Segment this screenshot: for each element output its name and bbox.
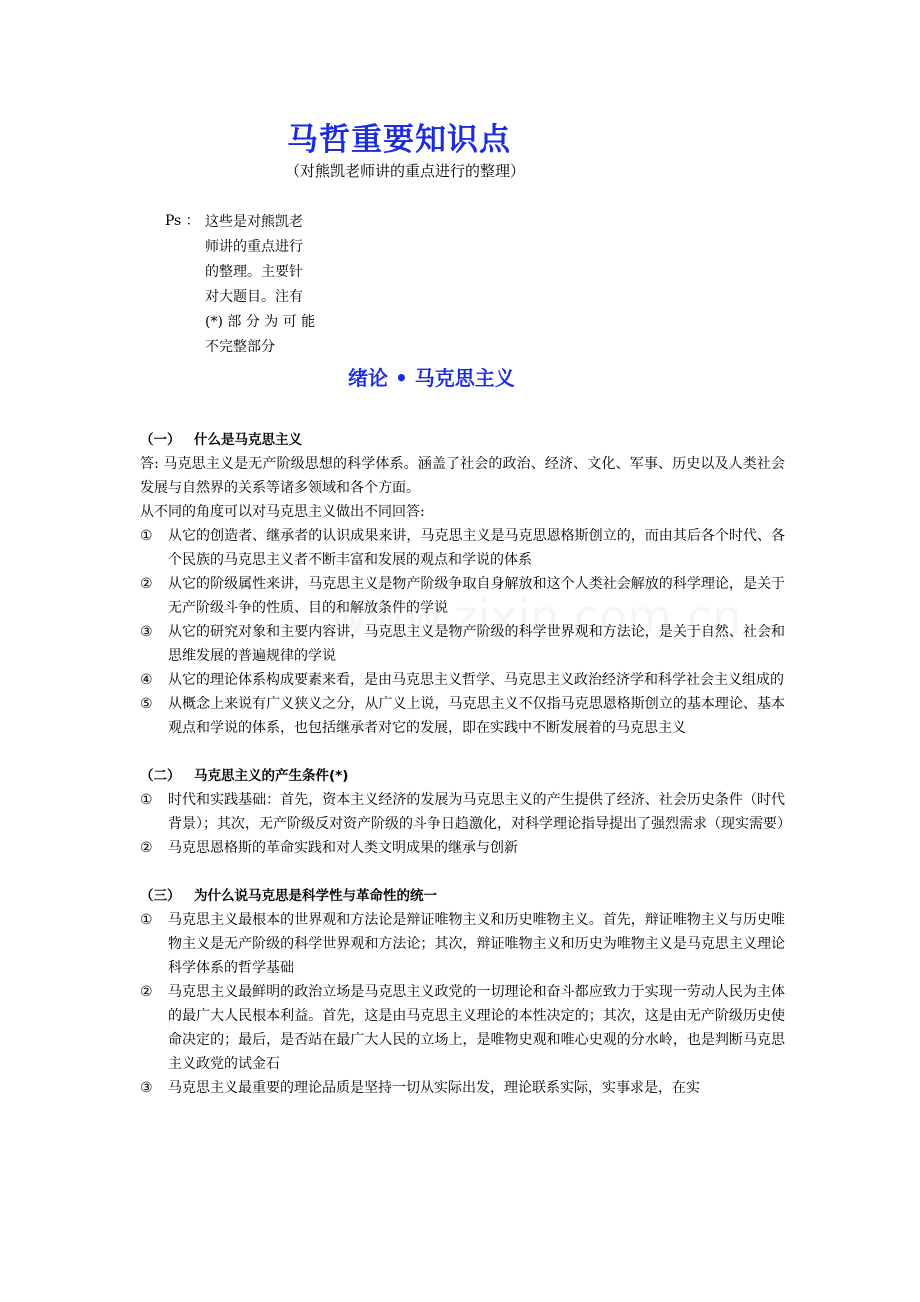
list-text: 从概念上来说有广义狭义之分，从广义上说，马克思主义不仅指马克思恩格斯创立的基本理论、基本观点和学说的体系，也包括继承者对它的发展，即在实践中不断发展着的马克思主义 bbox=[168, 696, 785, 736]
list-item bbox=[140, 620, 785, 668]
list-item bbox=[140, 572, 785, 620]
ps-line: 对大题目。注有 bbox=[205, 289, 303, 305]
ps-line: 的整理。主要针 bbox=[205, 264, 303, 280]
list-text: 马克思主义最鲜明的政治立场是马克思主义政党的一切理论和奋斗都应致力于实现一劳动人民为主体的最广大人民根本利益。首先，这是由马克思主义理论的本性决定的；其次，这是由无产阶级历史使命决定的；最后，是否站在最广大人民的立场上，是唯物史观和唯心史观的分水岭，也是判断马克思主义政党的试金石 bbox=[168, 984, 785, 1072]
ps-line: 师讲的重点进行 bbox=[205, 239, 303, 255]
list-marker: ② bbox=[140, 840, 153, 856]
heading-text: 马克思主义的产生条件(*) bbox=[194, 768, 349, 784]
list-text: 时代和实践基础：首先，资本主义经济的发展为马克思主义的产生提供了经济、社会历史条件（时代背景）；其次，无产阶级反对资产阶级的斗争日趋激化，对科学理论指导提出了强烈需求（现实需要） bbox=[168, 792, 791, 832]
list-text: 马克思恩格斯的革命实践和对人类文明成果的继承与创新 bbox=[168, 840, 518, 856]
list-marker: ① bbox=[140, 912, 153, 928]
ps-line: 不完整部分 bbox=[205, 339, 275, 355]
list-item bbox=[140, 668, 785, 692]
list-marker: ② bbox=[140, 984, 153, 1000]
heading-number: （一） bbox=[140, 432, 181, 448]
list-item bbox=[140, 692, 785, 740]
list-text: 从它的研究对象和主要内容讲，马克思主义是物产阶级的科学世界观和方法论，是关于自然、社会和思维发展的普遍规律的学说 bbox=[168, 624, 785, 664]
list-marker: ③ bbox=[140, 624, 153, 640]
list-item bbox=[140, 524, 785, 572]
heading-text: 为什么说马克思是科学性与革命性的统一 bbox=[194, 888, 437, 904]
list-marker: ① bbox=[140, 528, 153, 544]
list-marker: ④ bbox=[140, 672, 153, 688]
section-heading bbox=[140, 884, 785, 908]
list-text: 从它的阶级属性来讲，马克思主义是物产阶级争取自身解放和这个人类社会解放的科学理论，是关于无产阶级斗争的性质、目的和解放条件的学说 bbox=[168, 576, 785, 616]
list-text: 马克思主义最根本的世界观和方法论是辩证唯物主义和历史唯物主义。首先，辩证唯物主义与历史唯物主义是无产阶级的科学世界观和方法论；其次，辩证唯物主义和历史为唯物主义是马克思主义理论科学体系的哲学基础 bbox=[168, 912, 785, 976]
section-title: 绪论 • 马克思主义 bbox=[348, 366, 515, 390]
heading-number: （二） bbox=[140, 768, 181, 784]
list-marker: ⑤ bbox=[140, 696, 153, 712]
intro-paragraph: 从不同的角度可以对马克思主义做出不同回答: bbox=[140, 504, 425, 520]
list-text: 从它的创造者、继承者的认识成果来讲，马克思主义是马克思恩格斯创立的，而由其后各个时代、各个民族的马克思主义者不断丰富和发展的观点和学说的体系 bbox=[168, 528, 785, 568]
spacer bbox=[140, 740, 785, 764]
answer-paragraph: 答: 马克思主义是无产阶级思想的科学体系。涵盖了社会的政治、经济、文化、军事、历史以及人类社会发展与自然界的关系等诸多领域和各个方面。 bbox=[140, 456, 785, 496]
list-text: 从它的理论体系构成要素来看，是由马克思主义哲学、马克思主义政治经济学和科学社会主义组成的 bbox=[168, 672, 784, 688]
document-body bbox=[140, 428, 791, 1100]
ps-note bbox=[205, 210, 327, 360]
list-item bbox=[140, 788, 791, 836]
section-heading bbox=[140, 764, 785, 788]
ps-line: 这些是对熊凯老 bbox=[205, 214, 303, 230]
section-heading bbox=[140, 428, 785, 452]
document-subtitle: （对熊凯老师讲的重点进行的整理） bbox=[285, 162, 526, 180]
ps-line: (*) 部 分 为 可 能 bbox=[205, 314, 316, 330]
list-marker: ② bbox=[140, 576, 153, 592]
ps-label: Ps ： bbox=[165, 213, 200, 229]
list-item bbox=[140, 980, 785, 1076]
list-marker: ① bbox=[140, 792, 153, 808]
spacer bbox=[140, 860, 785, 884]
list-text: 马克思主义最重要的理论品质是坚持一切从实际出发，理论联系实际，实事求是，在实 bbox=[168, 1080, 700, 1096]
heading-number: （三） bbox=[140, 888, 181, 904]
heading-text: 什么是马克思主义 bbox=[194, 432, 302, 448]
list-item bbox=[140, 836, 785, 860]
list-marker: ③ bbox=[140, 1080, 153, 1096]
list-item bbox=[140, 1076, 785, 1100]
document-title: 马哲重要知识点 bbox=[287, 122, 511, 158]
list-item bbox=[140, 908, 785, 980]
